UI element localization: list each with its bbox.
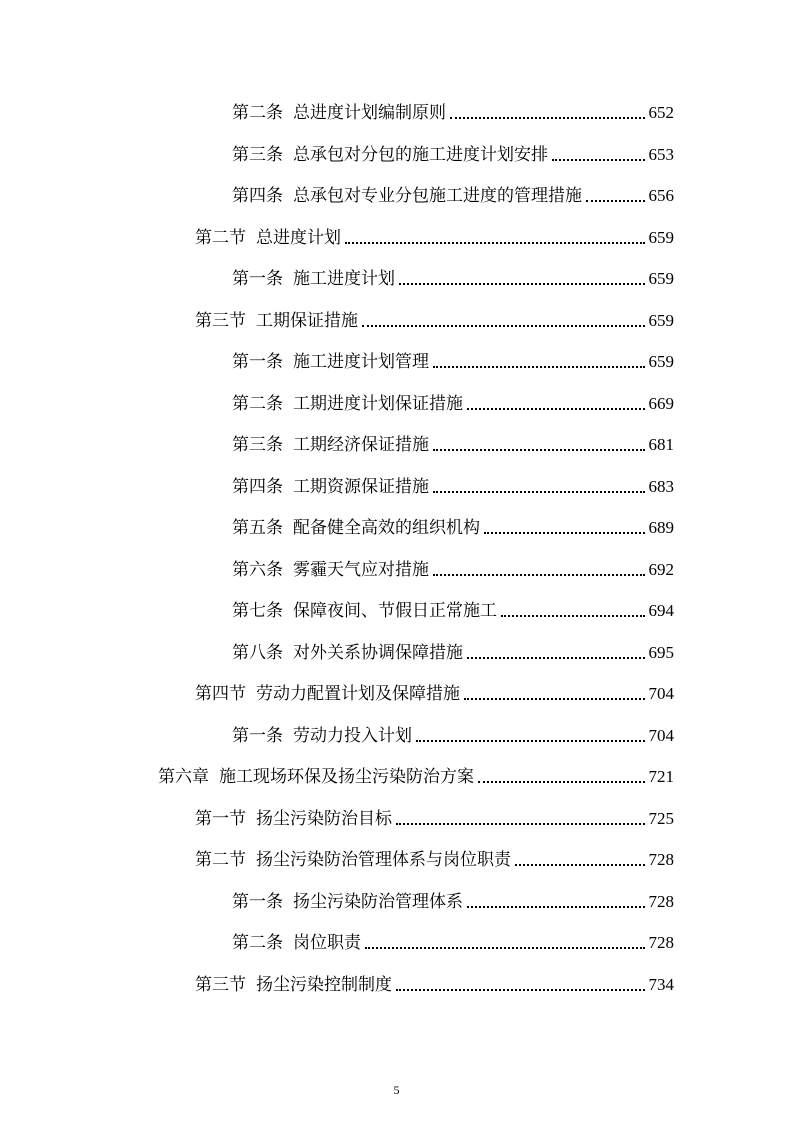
toc-entry-number: 第四条 xyxy=(232,476,283,497)
toc-entry[interactable] xyxy=(232,93,674,123)
toc-entry-title: 工期资源保证措施 xyxy=(293,476,429,497)
toc-entry[interactable] xyxy=(195,674,674,704)
toc-entry-number: 第二节 xyxy=(195,850,246,870)
toc-entry[interactable] xyxy=(158,757,674,787)
toc-entry[interactable] xyxy=(232,633,674,663)
toc-entry-page: 695 xyxy=(648,642,674,662)
toc-entry-number: 第一条 xyxy=(232,725,283,746)
toc-entry-page: 694 xyxy=(648,601,674,620)
dot-leader xyxy=(433,573,645,576)
toc-entry[interactable] xyxy=(232,882,674,912)
toc-entry-title: 总进度计划编制原则 xyxy=(293,103,446,123)
toc-entry-number: 第三条 xyxy=(232,435,283,455)
toc-entry-number: 第六章 xyxy=(158,767,209,787)
toc-entry[interactable] xyxy=(195,840,674,870)
dot-leader xyxy=(478,780,645,783)
toc-entry-page: 659 xyxy=(648,227,674,247)
toc-entry-page: 721 xyxy=(648,767,674,786)
toc-entry-number: 第四条 xyxy=(232,186,283,206)
toc-entry[interactable] xyxy=(195,965,674,995)
toc-entry-number: 第五条 xyxy=(232,518,283,538)
toc-entry-number: 第六条 xyxy=(232,559,283,580)
dot-leader xyxy=(501,614,645,617)
toc-entry[interactable] xyxy=(232,923,674,953)
toc-entry-page: 728 xyxy=(648,850,674,869)
dot-leader xyxy=(396,988,645,991)
toc-entry-title: 总承包对分包的施工进度计划安排 xyxy=(293,144,548,165)
dot-leader xyxy=(467,656,645,659)
toc-entry-title: 总承包对专业分包施工进度的管理措施 xyxy=(293,186,582,206)
toc-entry-title: 扬尘污染防治管理体系与岗位职责 xyxy=(256,850,511,870)
toc-entry-title: 扬尘污染防治目标 xyxy=(256,808,392,829)
toc-entry-page: 656 xyxy=(648,186,674,205)
dot-leader xyxy=(467,905,645,908)
page-number: 5 xyxy=(393,1083,400,1097)
toc-entry-title: 施工进度计划 xyxy=(293,269,395,289)
toc-entry-title: 劳动力投入计划 xyxy=(293,725,412,746)
toc-entry[interactable] xyxy=(232,176,674,206)
toc-entry-number: 第四节 xyxy=(195,684,246,704)
toc-entry-number: 第三节 xyxy=(195,974,246,995)
toc-entry-number: 第一条 xyxy=(232,352,283,372)
toc-entry-page: 653 xyxy=(648,144,674,164)
dot-leader xyxy=(450,116,645,119)
dot-leader xyxy=(399,282,645,285)
toc-entry-title: 工期经济保证措施 xyxy=(293,435,429,455)
toc-entry-page: 659 xyxy=(648,352,674,371)
toc-entry-page: 683 xyxy=(648,476,674,496)
toc-entry-page: 659 xyxy=(648,310,674,330)
dot-leader xyxy=(433,365,645,368)
dot-leader xyxy=(552,158,645,161)
toc-entry-title: 工期保证措施 xyxy=(256,310,358,331)
toc-entry[interactable] xyxy=(232,135,674,165)
toc-entry[interactable] xyxy=(195,301,674,331)
dot-leader xyxy=(515,863,645,866)
toc-entry[interactable] xyxy=(232,550,674,580)
toc-entry-title: 扬尘污染防治管理体系 xyxy=(293,891,463,912)
toc-entry-number: 第八条 xyxy=(232,642,283,663)
toc-entry-number: 第七条 xyxy=(232,601,283,621)
toc-entry-page: 704 xyxy=(648,684,674,703)
dot-leader xyxy=(464,697,645,700)
toc-entry-page: 681 xyxy=(648,435,674,454)
dot-leader xyxy=(365,946,645,949)
toc-entry-title: 对外关系协调保障措施 xyxy=(293,642,463,663)
dot-leader xyxy=(484,531,645,534)
toc-entry-page: 728 xyxy=(648,891,674,911)
toc-entry-title: 保障夜间、节假日正常施工 xyxy=(293,601,497,621)
toc-entry-number: 第三条 xyxy=(232,144,283,165)
toc-entry-number: 第二节 xyxy=(195,227,246,248)
toc-entry-page: 689 xyxy=(648,518,674,537)
dot-leader xyxy=(433,490,645,493)
toc-entry-title: 施工现场环保及扬尘污染防治方案 xyxy=(219,767,474,787)
dot-leader xyxy=(433,448,645,451)
toc-entry[interactable] xyxy=(232,591,674,621)
toc-entry-title: 雾霾天气应对措施 xyxy=(293,559,429,580)
toc-entry-number: 第二条 xyxy=(232,103,283,123)
toc-entry-title: 劳动力配置计划及保障措施 xyxy=(256,684,460,704)
toc-entry-page: 725 xyxy=(648,808,674,828)
toc-entry[interactable] xyxy=(195,218,674,248)
toc-entry[interactable] xyxy=(232,342,674,372)
toc-entry-title: 总进度计划 xyxy=(256,227,341,248)
toc-entry-number: 第一节 xyxy=(195,808,246,829)
toc-entry-number: 第一条 xyxy=(232,269,283,289)
toc-entry[interactable] xyxy=(232,259,674,289)
dot-leader xyxy=(396,822,645,825)
toc-entry[interactable] xyxy=(232,716,674,746)
toc-entry-number: 第二条 xyxy=(232,933,283,953)
toc-entry-page: 728 xyxy=(648,933,674,952)
toc-entry-title: 岗位职责 xyxy=(293,933,361,953)
toc-entry-page: 652 xyxy=(648,103,674,122)
toc-entry[interactable] xyxy=(232,425,674,455)
toc-entry-page: 704 xyxy=(648,725,674,745)
toc-entry[interactable] xyxy=(232,508,674,538)
toc-entry-number: 第三节 xyxy=(195,310,246,331)
toc-entry[interactable] xyxy=(232,384,674,414)
toc-entry[interactable] xyxy=(195,799,674,829)
dot-leader xyxy=(467,407,645,410)
toc-entry-page: 692 xyxy=(648,559,674,579)
toc-entry[interactable] xyxy=(232,467,674,497)
toc-entry-title: 工期进度计划保证措施 xyxy=(293,393,463,414)
toc-entry-title: 扬尘污染控制制度 xyxy=(256,974,392,995)
dot-leader xyxy=(416,739,645,742)
toc-entry-number: 第一条 xyxy=(232,891,283,912)
toc-entry-page: 669 xyxy=(648,393,674,413)
toc-entry-page: 659 xyxy=(648,269,674,288)
toc-entry-title: 配备健全高效的组织机构 xyxy=(293,518,480,538)
toc-entry-number: 第二条 xyxy=(232,393,283,414)
dot-leader xyxy=(586,199,645,202)
toc-entry-page: 734 xyxy=(648,974,674,994)
dot-leader xyxy=(362,324,645,327)
dot-leader xyxy=(345,241,645,244)
toc-entry-title: 施工进度计划管理 xyxy=(293,352,429,372)
